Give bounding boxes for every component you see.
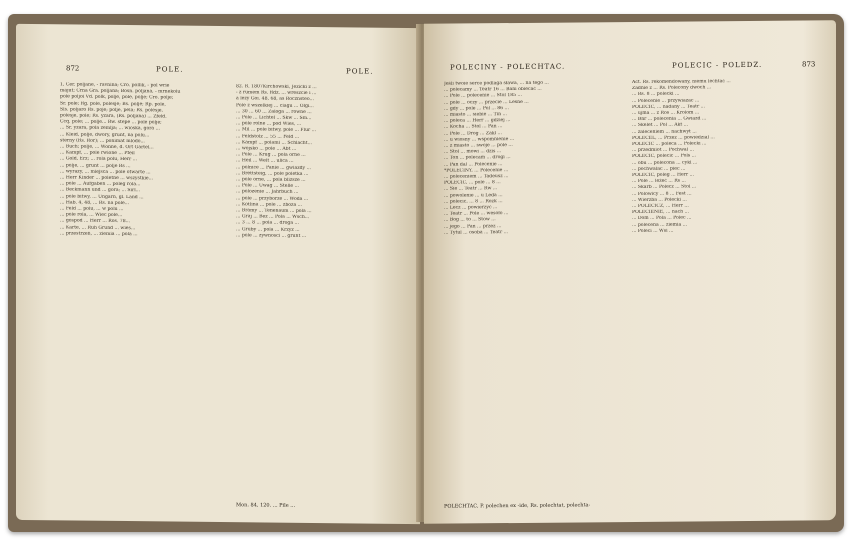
text-line: ... pole rola, ... Wiec pole... [60,212,123,219]
text-line: ... Buch; polje, ... Wonne, d. Ort Gartel... [60,144,154,151]
text-line: ... Heil ... Welt ... ulica ... [236,158,294,165]
text-line: - z rumem Rs. Rdz. ... wreszcie i ... [236,90,317,97]
text-line: ... Kampf ... polami ... Schlacht... [236,140,312,146]
text-line: ... Stol ... mowi ... dzis ... [444,149,502,155]
text-line: ... Kotlina ... pole ... zboza ... [236,202,303,208]
text-line: ... Graj ... Bez ... Pola ... Wsch... [236,214,310,221]
text-line: ... Beckmann und ... gora; ... Sirl... [60,187,141,194]
text-line: ... obu ... polecona ... cykl ... [632,160,698,166]
text-line: ... gdy ... pole ... Pol ... 86 ... [444,105,509,112]
text-line: sterny (Rs. Ror); ... ponimat mlodo... [60,138,145,145]
text-line: ... Lecz ... powierzyć ... [444,205,498,211]
text-line: ... polnice ... Panie ... gwiazdy ... [236,164,311,171]
text-line: ... Pole ... Drog ... Zakl ... [444,130,502,137]
text-line: ... pole orne, ... pola blizsze ... [236,177,306,183]
text-line: ... Pole ... leżeć ... Rs ... [632,178,686,185]
right-page-footer: POLECHTAC, P. polechen ex -ide, Rs. polechtat, polechta- [444,502,591,510]
text-line: ... z miasto ... swoje ... pole ... [444,143,513,149]
right-page-number: 873 [802,60,816,69]
text-line: ... Bramy ... Tenenaum ... pola ... [236,208,312,215]
text-line: ... Wierzba ... Polecki ... [632,197,687,203]
open-book [8,14,844,534]
text-line: polesje, pole; Rs. yzara, (Rs. poljana) ... Zfeld. [60,113,167,120]
text-line: ... Brettsteig, ... pole poletka ... [236,171,309,177]
text-line: ... polecena ... ziemia ... [632,222,688,228]
text-line: ... pole ... przyborze ... Woda ... [236,195,309,202]
text-line: ... miasto ... siebie ... Tin ... [444,112,507,118]
text-line: POLECIENIE, ... nach ... [632,209,689,216]
text-line: ... poleceniem ... Tadeusz ... [444,174,509,180]
text-line: ... Pole ... Uwag ... Stelle ... [236,183,299,190]
text-line: ... Poleci ... Wsi ... [632,228,674,234]
text-line: ... ujma ... z Ros ... Krolom ... [632,110,700,116]
text-line: ... Kocha ... Stol ... Pan ... [444,124,503,131]
text-line: POLECIC, poleg ... Herr ... [632,172,694,179]
text-line: ... Pole ... Lichtel ... Skw ... Sm... [236,115,312,121]
left-column-b [236,84,408,524]
text-line: POLECIC, ... nadany ... Teatr ... [632,104,705,110]
text-line: POLECIC, ... pole ... 8 ... [444,180,501,186]
left-running-head: POLE. [156,65,184,74]
text-line: ... Skarb ... Polecz ... Stol ... [632,184,697,191]
text-line: ... wojsko ... pole ... Abt ... [236,146,297,152]
text-line: ... Bog ... to ... Stow ... [444,217,496,224]
text-line: *POLECINY, ... Polecenie ... [444,167,509,174]
left-column-a [60,82,230,524]
text-line: ... Polowicy ... 8 ... Fest ... [632,191,692,197]
text-line: ... POLECICZ, ... Herr ... [632,203,689,210]
text-line: ... Hab. 4, 48, ... Rs. na pole... [60,200,130,206]
text-line: ... Dom ... Pola ... Polec ... [632,215,692,222]
text-line: ... polozenie ... Jahrbuch ... [236,189,299,196]
text-line: Pole z wszelkiej ... ciagu ... Olgi... [236,102,314,109]
text-line: POLECIC ... poleca ... Polecki ... [632,141,707,148]
text-line: ... polje, ... grunt ... polje Rs ... [60,162,131,169]
right-column-b [632,78,814,520]
right-running-head-right: POLECIC - POLEDZ. [672,60,763,70]
text-line: Sr. pole; Rg. pole, polesje; Bs. polje; Rp. pole, [60,100,166,108]
text-line: Sls. poljaro Rs. poje; polje, pela; Rs. polesje, [60,107,163,114]
text-line: pole poljoi Vd. polk, polje, pole, polje; Cro. polje; [60,94,174,101]
text-line: ... pole bitwy, ... Ungarn, gl. Land ... [60,194,144,200]
left-page-number: 872 [66,64,80,73]
text-line: a lezy Goi. 48, 68, as Rocznsteo... [236,96,314,103]
text-line: ... pole ... Aufgaben ... poleg rola... [60,181,141,188]
text-line: POLECIC, polecic ... Pols ... [632,153,697,160]
text-line: ... Kleid, polje, dwory, grunt, na polu... [60,131,150,138]
text-line: ... u wiosny ... wspomnienie ... [444,136,515,143]
text-line: ... poleca ... Herr ... gdziej ... [444,118,511,124]
text-line: ... polecamy ... Teatr 16 ... Bani obiecać ... [444,86,542,93]
text-line: ... Polecenie ... przywiazac ... [632,98,700,104]
text-line: majut; Crna Gra. poljana; Bosn. poljana, - mrnekolu [60,88,181,95]
text-line: ... Skelet ... Pol ... Akt ... [632,122,689,129]
text-line: ... Bnr ... polecenia ... Gwiazd ... [632,116,707,123]
text-line: ... jego ... Pan ... przez ... [444,223,502,230]
text-line: ... 30 ... 60 ... Zaloga ... rowne ... [236,109,312,115]
text-line: POLECEL, ... Przez ... powiedzial ... [632,135,715,141]
right-column-a [444,80,624,522]
text-line: Act. Rs. rekomendowany, niemu lechtać ... [632,79,731,85]
text-line: ... Sie ... Teatr ... Rw ... [444,186,498,193]
text-line: ... Teatr ... Pole ... wesoło ... [444,211,509,217]
text-line: ... Ton ... polecam ... drogi ... [444,155,511,162]
text-line: 82. R. 1807Kirchowski, Jezicki z ... [236,84,317,91]
text-line: 1, Cer. poljane, - ravnina; Cro. pollik, - pol wrie [60,82,170,89]
text-line: ... pochwalac ... piec ... [632,166,686,172]
text-line: ... Gold, Erz; ... rola polu, Herr ... [60,156,138,163]
text-line: ... przedmiot ... Pochwal ... [632,147,694,154]
text-line: ... Pole ... polecenie ... Stol 185 ... [444,93,522,100]
text-line: ... Karte, ... Ruh Grund ... wies... [60,225,136,231]
text-line: ... Pole ... Krug ... pola orne ... [236,152,306,159]
text-line: Zadnie z ... Rs. Polecony dwoch ... [632,85,712,92]
left-page [16,24,420,524]
text-line: ... Rs. 8 ... polecki ... [632,91,680,98]
text-line: ... wyrazy, ... miejsca ... pole otwarte ... [60,169,151,176]
text-line: ... Tytul ... osoba ... Teatr ... [444,229,508,236]
text-line: ... pole ... oczy ... przecie ... Leśne ... [444,99,529,106]
left-running-head-right: POLE. [346,67,374,76]
text-line: Jeśli twoie serce podlaga sława, ... na tego ... [444,80,549,87]
text-line: ... Mil ... pole bitwy, pole ... Flur ... [236,127,317,134]
text-line: ... 3 ... 8 ... pola ... droga ... [236,220,299,227]
text-line: Ccq. pole; ... polje... Rw. stepe ... pole polje; [60,119,162,126]
text-line: ... pole ... zywnosci ... grunt ... [236,233,307,239]
text-line: ... Gruby ... pola ... Krzyz ... [236,226,300,233]
text-line: ... Feld ... polu, ... w polu ... [60,206,124,213]
text-line: ... pole rolne ... pod Wies, ... [236,121,302,128]
right-running-head-left: POLECINY - POLECHTAC. [450,62,566,72]
text-line: ... Sr. yzara, pola zemlja; ... wioska, gora ... [60,125,161,132]
text-line: ... Kampf, ... pole rwione ... Pfeil [60,150,135,157]
text-line: ... zaleceniem ... nachwyt ... [632,129,697,135]
text-line: ... przestrzeń, ... ziemia ... pola ... [60,231,138,238]
left-page-footer: Mon. 84, 120. ... Pile ... [236,502,296,509]
text-line: ... powolenie ... u Leda ... [444,192,503,199]
text-line: ... Herr Kinder ... poletne ... wszystkie... [60,175,154,182]
text-line: ... Feldstolz ... 55 ... Feld ... [236,133,300,140]
text-line: ... polecić, ... 8 ... Rozk ... [444,198,503,205]
right-page [424,20,836,524]
text-line: ... Pan dal ... Polecenie ... [444,161,503,168]
text-line: ... gospod ... Herr ... Ros. 78... [60,218,130,225]
